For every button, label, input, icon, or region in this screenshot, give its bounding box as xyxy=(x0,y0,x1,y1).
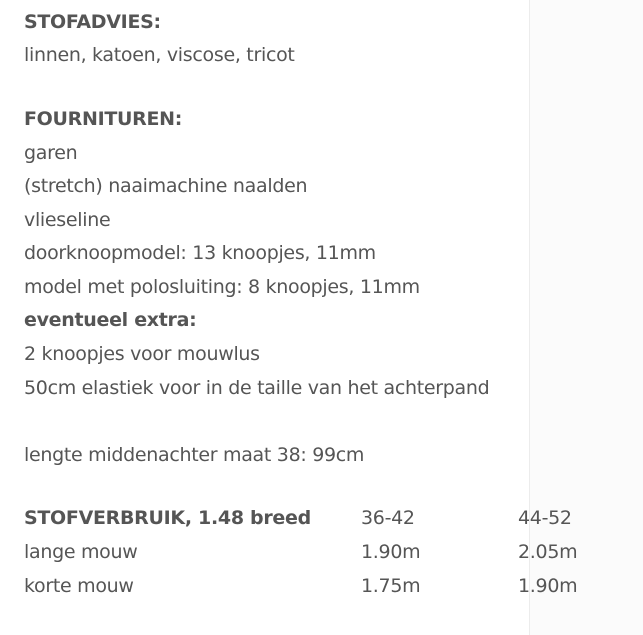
table-header-size: 44-52 xyxy=(518,507,572,529)
fournituren-item: (stretch) naaimachine naalden xyxy=(24,175,308,197)
table-cell: 2.05m xyxy=(518,541,578,563)
table-cell: 1.90m xyxy=(361,541,421,563)
extra-item: 2 knoopjes voor mouwlus xyxy=(24,343,260,365)
stofadvies-heading: STOFADVIES: xyxy=(24,11,161,33)
extra-heading: eventueel extra: xyxy=(24,309,197,331)
extra-item: 50cm elastiek voor in de taille van het achterpand xyxy=(24,377,490,399)
table-cell: 1.75m xyxy=(361,575,421,597)
fournituren-item: garen xyxy=(24,142,78,164)
fournituren-item: doorknoopmodel: 13 knoopjes, 11mm xyxy=(24,242,376,264)
fournituren-item: model met polosluiting: 8 knoopjes, 11mm xyxy=(24,276,420,298)
table-row-label: lange mouw xyxy=(24,541,138,563)
table-header-label: STOFVERBRUIK, 1.48 breed xyxy=(24,507,311,529)
table-row-label: korte mouw xyxy=(24,575,134,597)
fournituren-item: vlieseline xyxy=(24,209,111,231)
fournituren-heading: FOURNITUREN: xyxy=(24,108,183,130)
table-cell: 1.90m xyxy=(518,575,578,597)
lengte-text: lengte middenachter maat 38: 99cm xyxy=(24,444,365,466)
table-header-size: 36-42 xyxy=(361,507,415,529)
stofadvies-text: linnen, katoen, viscose, tricot xyxy=(24,44,295,66)
